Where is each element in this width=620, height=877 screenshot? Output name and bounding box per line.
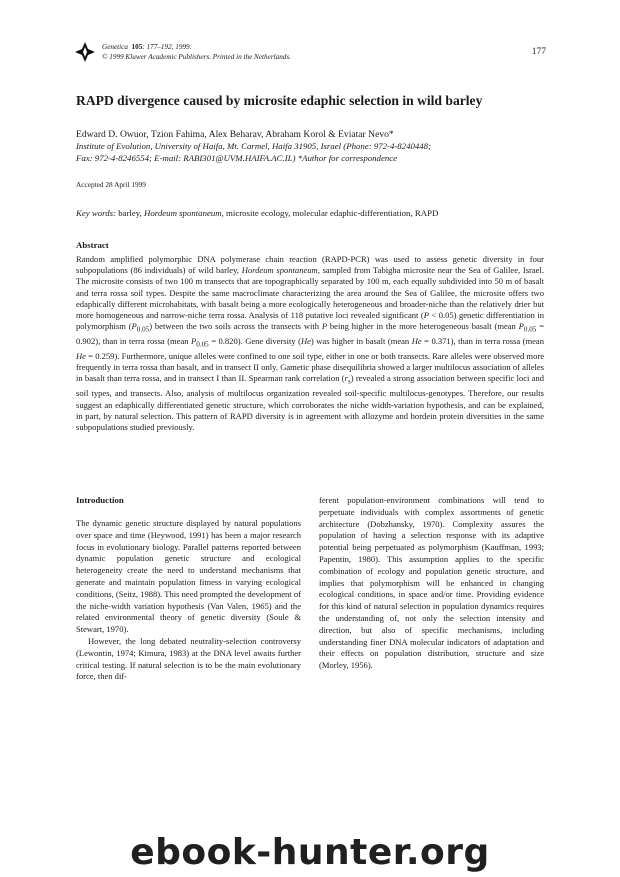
journal-pages: : 177–192, 1999. (142, 43, 192, 51)
journal-volume: 105 (131, 43, 143, 51)
keywords-species: Hordeum spontaneum (144, 208, 222, 218)
keywords-part-1: barley, (116, 208, 145, 218)
abstract-symbol: r (344, 373, 348, 384)
abstract-heading: Abstract (76, 240, 109, 250)
affiliation (76, 141, 546, 164)
paragraph: The dynamic genetic structure displayed by natural populations over space and time (Heywood, 1991) has been a major research focus in evolutionary biology. Parallel patterns reported between dynamic population genetic structure and ecological heterogeneity create the need to understand mechanisms that generate and maintain population fitness in varying ecological conditions, (Seitz, 1988). This need prompted the development of the niche-width variation hypothesis (Van Valen, 1965) and the related environmental theory of genetic diversity (Soule & Stewart, 1970). (76, 518, 301, 635)
abstract-subscript: 0.05 (136, 325, 150, 334)
abstract-text: < 0.05) genetic differentiation in polymorphism ( (76, 310, 544, 332)
keywords-part-2: , microsite ecology, molecular edaphic-differentiation, RAPD (221, 208, 439, 218)
abstract-body (76, 254, 544, 433)
abstract-symbol: He (76, 351, 86, 362)
abstract-text: sampled from Tabigha microsite near the Sea of Galilee, Israel. The microsite consists of two 100 m transects that are topographically separated by 100 m, each equally subdivided into 50 m of basalt and terra rossa soil types. Despite the same macroclimate characterizing the area around the Sea of Galilee, the microsite offers two edaphically different microhabitats, with basalt being a more ecologically heterogeneous and broader-niche than the relatively drier but more homogeneous and narrow-niche terra rossa. Analysis of 118 putative loci revealed significant ( (76, 265, 544, 321)
paragraph: However, the long debated neutrality-selection controversy (Lewontin, 1974; Kimura, 1983) at the DNA level awaits further critical testing. If natural selection is to be the main evolutionary force, then dif- (76, 635, 301, 682)
abstract-species: Hordeum spontaneum, (241, 265, 320, 276)
abstract-text: = 0.371), than in terra rossa (mean (421, 336, 544, 347)
watermark-text: ebook-hunter.org (130, 832, 490, 873)
keywords-label: Key words: (76, 208, 116, 218)
abstract-symbol: He (411, 336, 422, 347)
abstract-text: ) was higher in basalt (mean (310, 336, 412, 347)
abstract-text: being higher in the more heterogeneous basalt (mean (327, 321, 519, 332)
page-number: 177 (531, 47, 546, 57)
abstract-symbol: P (321, 321, 328, 332)
paragraph: ferent population-environment combinations will tend to perpetuate individuals with complex assortments of genetic architecture (Dobzhansky, 1970). Complexity assures the population of having a selection response with its adaptive potential being perpetuated as polymorphism (Kauffman, 1993; Papentin, 1980). This assumption applies to the specific combination of ecology and population genetic structure, and implies that polymorphism will be enhanced in changing ecological conditions, in space and/or time. Providing evidence for this kind of natural selection in population dynamics requires the understanding of, not only the selection intensity and direction, but also of specific mechanisms, including understanding finer DNA molecular indicators of adaptation and their effects on population distribution, structure and size (Morley, 1956). (319, 495, 544, 671)
article-title: RAPD divergence caused by microsite edaphic selection in wild barley (76, 93, 483, 108)
left-column (76, 518, 301, 683)
abstract-text: ) between the two soils across the transects with (149, 321, 322, 332)
abstract-symbol: P (518, 321, 524, 332)
accepted-date: Accepted 28 April 1999 (76, 180, 146, 189)
keywords-line (76, 208, 546, 219)
abstract-symbol: P (131, 321, 137, 332)
author-list: Edward D. Owuor, Tzion Fahima, Alex Beharav, Abraham Korol & Eviatar Nevo* (76, 129, 394, 140)
right-column (319, 495, 544, 672)
abstract-subscript: s (347, 378, 351, 387)
copyright-line: © 1999 Kluwer Academic Publishers. Printed in the Netherlands. (102, 53, 291, 61)
abstract-symbol: P (191, 336, 197, 347)
abstract-text: Random amplified polymorphic DNA polymerase chain reaction (RAPD-PCR) was used to assess genetic diversity in four subpopulations (86 individuals) of wild barley, (76, 254, 544, 276)
abstract-subscript: 0.05 (523, 325, 537, 334)
introduction-heading: Introduction (76, 495, 124, 505)
publisher-logo-icon (74, 41, 96, 63)
abstract-symbol: P (423, 310, 429, 321)
abstract-text: ) revealed a strong association between specific loci and soil types, and transects. Also, analysis of multilocus organization revealed soil-specific multilocus-genotypes. Therefore, our results suggest an edaphically differentiated genetic structure, which corroborates the niche width-variation hypothesis, and can be explained, in part, by natural selection. This pattern of RAPD diversity is in agreement with allozyme and hordein protein diversities in the same subpopulations studied previously. (76, 373, 545, 432)
abstract-symbol: He (300, 336, 311, 347)
abstract-text: = 0.820). Gene diversity ( (208, 336, 301, 347)
journal-name: Genetica (102, 43, 128, 51)
affiliation-line-2: Fax: 972-4-8246554; E-mail: RABI301@UVM.HAIFA.AC.IL) *Author for correspondence (76, 152, 398, 163)
abstract-text: = 0.259). Furthermore, unique alleles were confined to one soil type, either in one or both transects. Rare alleles were observed more frequently in terra rossa than basalt, and in transect II only. Gametic phase disequilibria showed a larger multilocus association of alleles in basalt than terra rossa, and in transect I than II. Spearman rank correlation ( (76, 351, 544, 384)
abstract-text: = 0.902), than in terra rossa (mean (76, 321, 545, 347)
affiliation-line-1: Institute of Evolution, University of Haifa, Mt. Carmel, Haifa 31905, Israel (Phone: 972-4-8240448; (76, 141, 432, 151)
journal-citation (102, 42, 291, 62)
abstract-subscript: 0.05 (196, 340, 209, 349)
